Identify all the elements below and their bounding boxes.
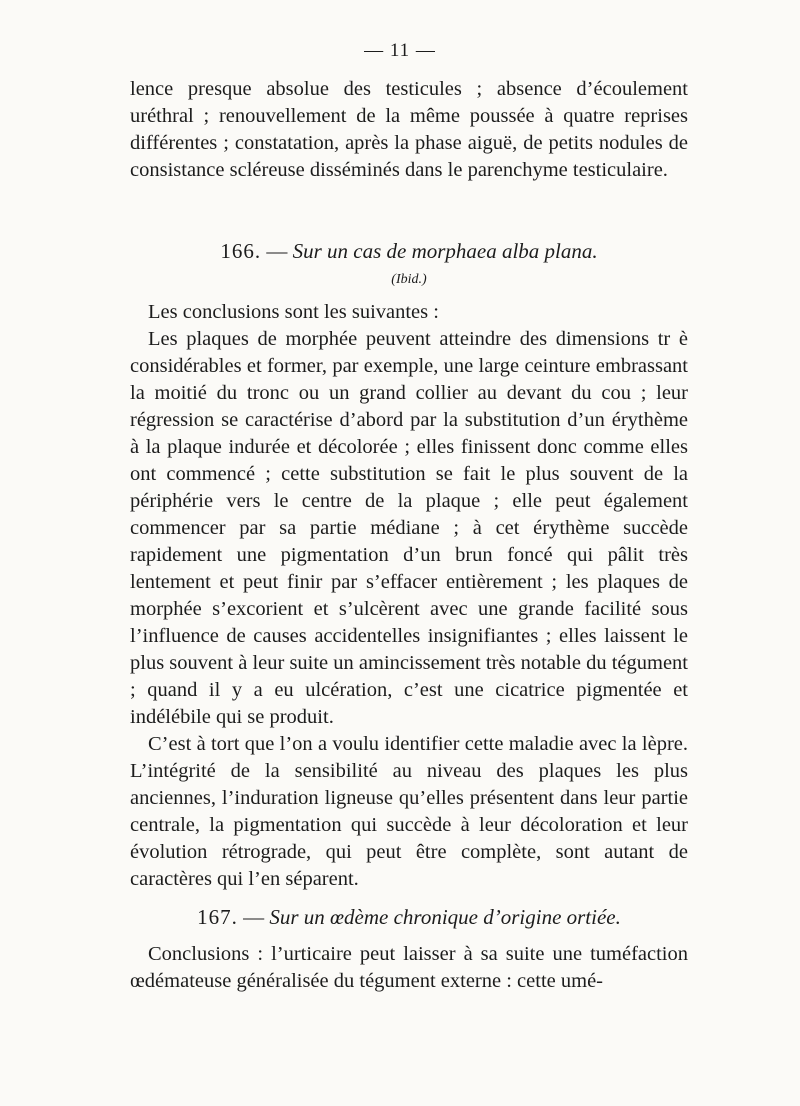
page-number: — 11 — (364, 40, 436, 61)
section-167-dash: — (243, 905, 265, 929)
section-167-paragraph-1: Conclusions : l’urticaire peut laisser à sa suite une tuméfaction œdémateuse généralisée du tégument externe : cette umé- (130, 943, 688, 992)
section-167-heading (130, 902, 688, 932)
intro-paragraph: lence presque absolue des testicules ; absence d’écoulement uréthral ; renouvellement de la même poussée à quatre reprises différentes ; constatation, après la phase aiguë, de petits nodules de consistance scléreuse disséminés dans le parenchyme testiculaire. (130, 78, 688, 181)
section-166-paragraph-1: Les plaques de morphée peuvent atteindre des dimensions tr è considérables et former, par exemple, une large ceinture embrassant la moitié du tronc ou un grand collier au devant du cou ; leur régression se caractérise d’abord par la substitution d’un érythème à la plaque indurée et décolorée ; elles finissent donc comme elles ont commencé ; cette substitution se fait le plus souvent de la périphérie vers le centre de la plaque ; elle peut également commencer par sa partie médiane ; à cet érythème succède rapidement une pigmentation d’un brun foncé qui pâlit très lentement et peut finir par s’effacer entièrement ; les plaques de morphée s’excorient et s’ulcèrent avec une grande facilité sous l’influence de causes accidentelles insignifiantes ; elles laissent le plus souvent à leur suite un amincissement très notable du tégument ; quand il y a eu ulcération, c’est une cicatrice pigmentée et indélébile qui se produit. (130, 328, 688, 728)
section-166-number: 166. (220, 239, 262, 263)
section-167-body (130, 941, 688, 995)
section-166-heading (130, 236, 688, 266)
section-166-paragraph-2: C’est à tort que l’on a voulu identifier cette maladie avec la lèpre. L’intégrité de la sensibilité au niveau des plaques les plus anciennes, l’induration ligneuse qu’elles présentent dans leur partie centrale, la pigmentation qui succède à leur décoloration et leur évolution rétrograde, qui peut être complète, sont autant de caractères qui l’en séparent. (130, 733, 688, 890)
section-166-title: Sur un cas de morphaea alba plana. (292, 239, 598, 263)
section-167-number: 167. (197, 905, 238, 929)
section-166-source: (Ibid.) (391, 272, 427, 287)
section-166-dash: — (266, 239, 288, 263)
section-166-body (130, 299, 688, 893)
intro-paragraph-block (130, 76, 688, 184)
section-167-title: Sur un œdème chronique d’origine ortiée. (269, 905, 621, 929)
section-166-lead: Les conclusions sont les suivantes : (148, 301, 439, 323)
